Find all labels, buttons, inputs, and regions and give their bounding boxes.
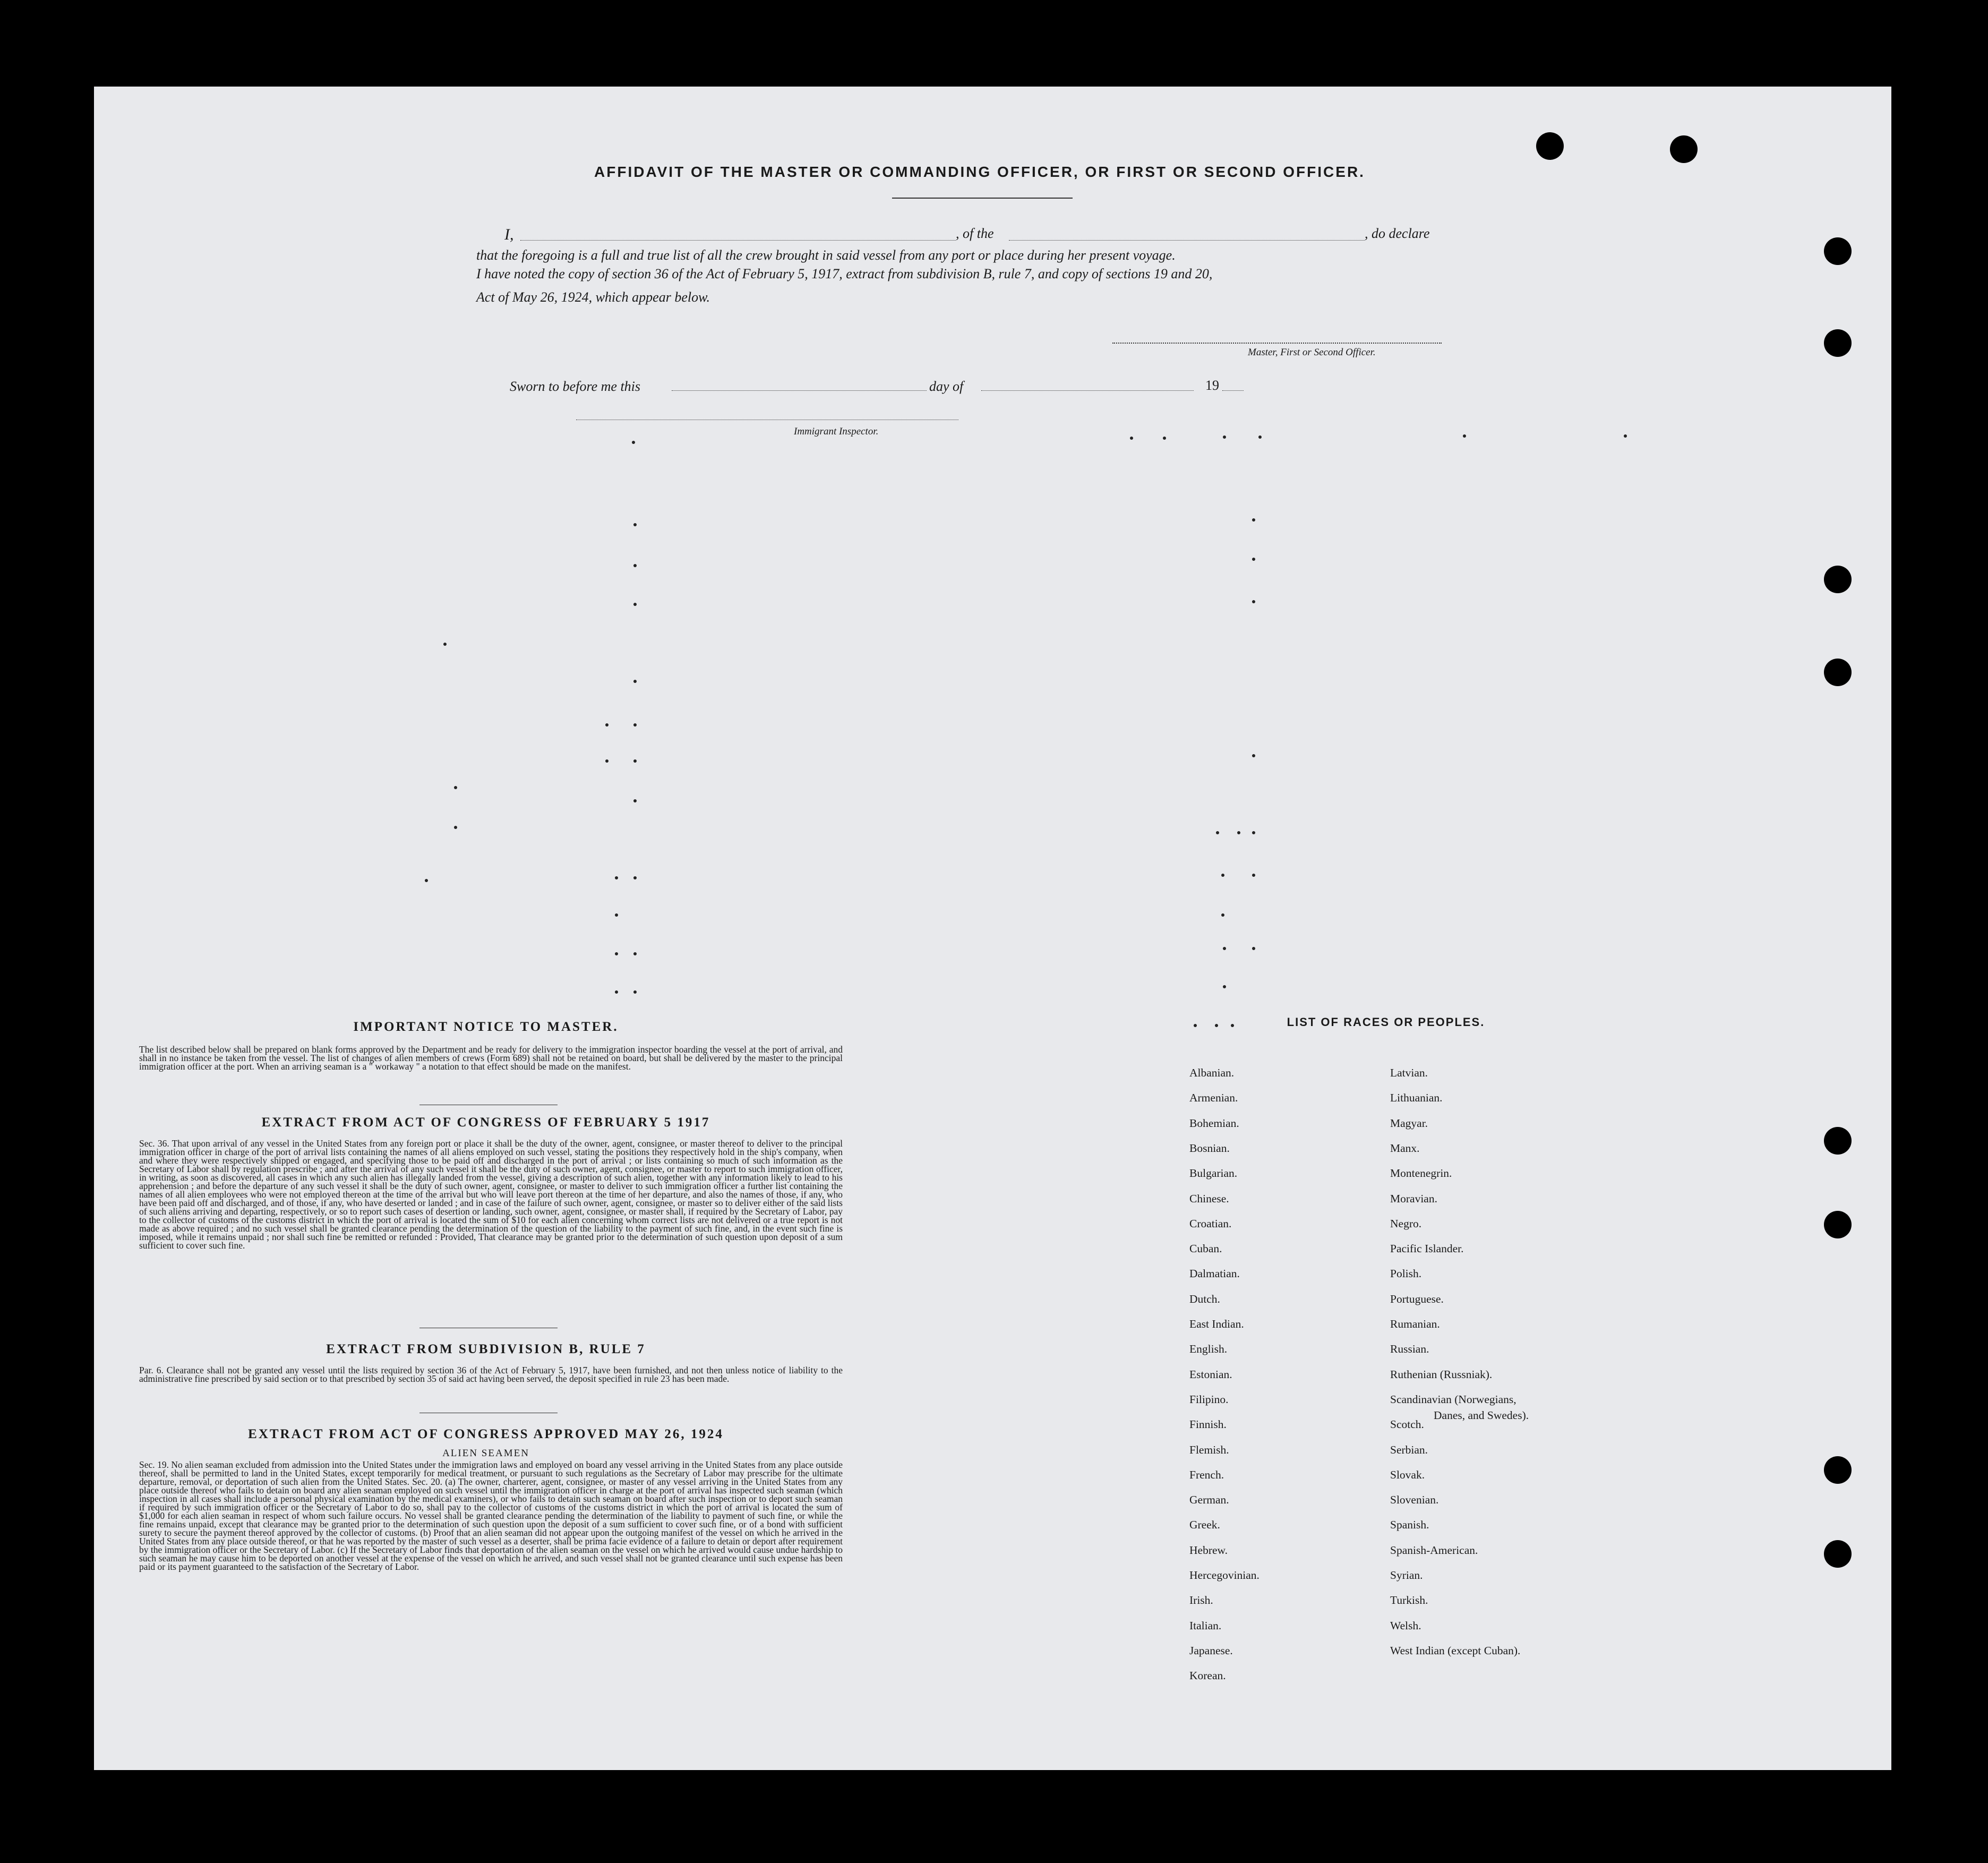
speck bbox=[454, 826, 457, 829]
speck bbox=[1215, 1024, 1218, 1027]
speck bbox=[1252, 947, 1255, 950]
race-item: Italian. bbox=[1189, 1619, 1222, 1632]
race-item: Polish. bbox=[1390, 1267, 1422, 1280]
race-item: Japanese. bbox=[1189, 1644, 1233, 1657]
affidavit-declare: , do declare bbox=[1365, 226, 1430, 241]
extract-1917-body: Sec. 36. That upon arrival of any vessel in the United States from any foreign port or place it shall be the duty of the owner, agent, consignee, or master thereof to deliver to the principal immigration officer in charge of the port of arrival lists containing the names of all aliens employed on such vessel, stating the positions they respectively hold in the ship's company, when and where they were respectively shipped or engaged, and specifying those to be paid off and discharged in the port of arrival ; or lists containing so much of such information as the Secretary of Labor shall by regulation prescribe ; and after the arrival of any such vessel it shall be the duty of such owner, agent, consignee, or master to report to such immigration officer, in writing, as soon as discovered, all cases in which any such alien has illegally landed from the vessel, giving a description of such alien, together with any information likely to lead to his apprehension ; and before the departure of any such vessel it shall be the duty of such owner, agent, consignee, or master to deliver to such immigration officer a further list containing the names of all alien employees who were not employed thereon at the time of the arrival but who will leave port thereon at the time of her departure, and also the names of those, if any, who have been paid off and discharged, and of those, if any, who have deserted or landed ; and in case of the failure of such owner, agent, consignee, or master so to deliver either of the said lists of such aliens arriving and departing, respectively, or so to report such cases of desertion or landing, such owner, agent, consignee, or master shall, if required by the Secretary of Labor, pay to the collector of customs of the customs district in which the port of arrival is located the sum of $10 for each alien concerning whom correct lists are not delivered or a true report is not made as above required ; and no such vessel shall be granted clearance pending the determination of the question of the liability to the payment of such fine, and, in the event such fine is imposed, while it remains unpaid ; nor shall such fine be remitted or refunded : Provided, That clearance may be granted prior to the determination of such question upon deposit of a sum sufficient to cover such fine. bbox=[139, 1138, 843, 1251]
notice-title: IMPORTANT NOTICE TO MASTER. bbox=[353, 1020, 619, 1034]
race-item: Croatian. bbox=[1189, 1217, 1232, 1230]
affidavit-line4: Act of May 26, 1924, which appear below. bbox=[476, 289, 710, 305]
race-item: Dalmatian. bbox=[1189, 1267, 1240, 1280]
race-item: Scotch. bbox=[1390, 1418, 1424, 1431]
race-item: Turkish. bbox=[1390, 1594, 1428, 1607]
sworn-month-blank[interactable] bbox=[981, 390, 1194, 391]
race-item: Hercegovinian. bbox=[1189, 1569, 1259, 1582]
punch-hole bbox=[1670, 135, 1698, 163]
race-item: Cuban. bbox=[1189, 1242, 1222, 1255]
race-item: Flemish. bbox=[1189, 1443, 1229, 1456]
race-item: Slovenian. bbox=[1390, 1493, 1439, 1507]
extract-1924-body: Sec. 19. No alien seaman excluded from admission into the United States under the immigration laws and employed on board any vessel arriving in the United States from any place outside thereof, shall be permitted to land in the United States, except temporarily for medical treatment, or pursuant to such regulations as the Secretary of Labor may prescribe for the ultimate departure, removal, or deportation of such alien from the United States. Sec. 20. (a) The owner, charterer, agent, consignee, or master of any vessel arriving in the United States from any place outside thereof who fails to detain on board any alien seaman employed on such vessel until the immigration officer in charge at the port of arrival has inspected such seaman (which inspection in all cases shall include a personal physical examination by the medical examiners), or who fails to detain such seaman on board after such inspection or to deport such seaman if required by such immigration officer or the Secretary of Labor to do so, shall pay to the collector of customs of the customs district in which the port of arrival is located the sum of $1,000 for each alien seaman in respect of whom such failure occurs. No vessel shall be granted clearance pending the determination of the liability to payment of such fine, or while the fine remains unpaid, except that clearance may be granted prior to the determination of such question upon the deposit of a sum sufficient to cover such fine, or of a bond with sufficient surety to secure the payment thereof approved by the collector of customs. (b) Proof that an alien seaman did not appear upon the outgoing manifest of the vessel on which he arrived in the United States from any place outside thereof, or that he was reported by the master of such vessel as a deserter, shall be prima facie evidence of a failure to detain or deport after requirement by the immigration officer or the Secretary of Labor. (c) If the Secretary of Labor finds that deportation of the alien seaman on the vessel on which he arrived would cause undue hardship to such seaman he may cause him to be deported on another vessel at the expense of the vessel on which he arrived, and such vessel shall not be granted clearance until such expense has been paid or its payment guaranteed to the satisfaction of the Secretary of Labor. bbox=[139, 1459, 843, 1572]
race-item: Irish. bbox=[1189, 1594, 1213, 1607]
speck bbox=[454, 786, 457, 789]
affidavit-line2: that the foregoing is a full and true list of all the crew brought in said vessel from any port or place during her present voyage. bbox=[476, 247, 1176, 263]
speck bbox=[425, 879, 428, 882]
race-item: Pacific Islander. bbox=[1390, 1242, 1464, 1255]
year-blank[interactable] bbox=[1222, 390, 1244, 391]
race-item: Welsh. bbox=[1390, 1619, 1421, 1632]
race-item: Chinese. bbox=[1189, 1192, 1229, 1205]
race-item: Latvian. bbox=[1390, 1066, 1428, 1079]
punch-hole bbox=[1824, 237, 1852, 265]
speck bbox=[633, 799, 637, 802]
speck bbox=[1237, 831, 1240, 834]
punch-hole bbox=[1824, 1127, 1852, 1155]
extract-1924-title: EXTRACT FROM ACT OF CONGRESS APPROVED MAY 26, 1924 bbox=[248, 1427, 724, 1441]
race-item: Serbian. bbox=[1390, 1443, 1428, 1456]
vessel-blank[interactable] bbox=[1009, 240, 1365, 241]
day-of-text: day of bbox=[929, 379, 964, 394]
affidavit-i: I, bbox=[504, 226, 514, 243]
race-item: Spanish-American. bbox=[1390, 1543, 1478, 1557]
race-item: Danes, and Swedes). bbox=[1434, 1408, 1529, 1422]
punch-hole bbox=[1824, 659, 1852, 686]
alien-seamen-subtitle: ALIEN SEAMEN bbox=[442, 1448, 529, 1459]
race-item: Magyar. bbox=[1390, 1116, 1428, 1130]
punch-hole bbox=[1824, 1456, 1852, 1484]
name-blank[interactable] bbox=[520, 240, 956, 241]
speck bbox=[633, 759, 637, 763]
speck bbox=[633, 564, 637, 567]
sworn-day-blank[interactable] bbox=[672, 390, 927, 391]
speck bbox=[633, 603, 637, 606]
speck bbox=[1130, 437, 1133, 440]
race-item: Dutch. bbox=[1189, 1292, 1220, 1305]
speck bbox=[615, 876, 618, 879]
race-item: East Indian. bbox=[1189, 1318, 1244, 1330]
speck bbox=[633, 952, 637, 955]
speck bbox=[605, 759, 609, 763]
speck bbox=[443, 643, 447, 646]
race-item: Rumanian. bbox=[1390, 1318, 1440, 1330]
race-item: Greek. bbox=[1189, 1518, 1220, 1532]
inspector-caption: Immigrant Inspector. bbox=[794, 426, 879, 437]
speck bbox=[1463, 434, 1466, 438]
signature-blank[interactable] bbox=[1112, 343, 1442, 344]
punch-hole bbox=[1824, 566, 1852, 593]
race-item: Albanian. bbox=[1189, 1066, 1235, 1079]
affidavit-line3: I have noted the copy of section 36 of the Act of February 5, 1917, extract from subdivision B, rule 7, and copy of sections 19 and 20, bbox=[476, 266, 1213, 281]
punch-hole bbox=[1824, 329, 1852, 357]
race-item: Bohemian. bbox=[1189, 1116, 1239, 1130]
race-item: Negro. bbox=[1390, 1217, 1422, 1230]
race-item: Armenian. bbox=[1189, 1091, 1238, 1105]
signature-caption: Master, First or Second Officer. bbox=[1248, 347, 1376, 358]
extract-1917-title: EXTRACT FROM ACT OF CONGRESS OF FEBRUARY 5 1917 bbox=[261, 1115, 710, 1130]
race-item: Montenegrin. bbox=[1390, 1167, 1452, 1180]
race-item: Lithuanian. bbox=[1390, 1091, 1443, 1105]
speck bbox=[1223, 947, 1226, 950]
speck bbox=[1163, 437, 1166, 440]
rule7-title: EXTRACT FROM SUBDIVISION B, RULE 7 bbox=[326, 1342, 646, 1356]
punch-hole bbox=[1824, 1211, 1852, 1238]
race-item: Hebrew. bbox=[1189, 1543, 1228, 1557]
speck bbox=[1252, 518, 1255, 522]
speck bbox=[1252, 874, 1255, 877]
sworn-text: Sworn to before me this bbox=[510, 379, 641, 394]
race-item: Korean. bbox=[1189, 1669, 1226, 1682]
race-item: French. bbox=[1189, 1468, 1224, 1481]
speck bbox=[633, 523, 637, 526]
race-item: Ruthenian (Russniak). bbox=[1390, 1368, 1493, 1381]
punch-hole bbox=[1824, 1540, 1852, 1568]
speck bbox=[633, 680, 637, 683]
speck bbox=[615, 952, 618, 955]
race-item: Finnish. bbox=[1189, 1418, 1227, 1431]
speck bbox=[1252, 754, 1255, 757]
speck bbox=[633, 990, 637, 994]
speck bbox=[1252, 831, 1255, 834]
race-item: Syrian. bbox=[1390, 1569, 1423, 1582]
race-item: Scandinavian (Norwegians, bbox=[1390, 1392, 1516, 1406]
race-item: Spanish. bbox=[1390, 1518, 1429, 1532]
speck bbox=[1223, 435, 1226, 439]
speck bbox=[633, 723, 637, 727]
race-item: Bulgarian. bbox=[1189, 1167, 1238, 1180]
speck bbox=[632, 441, 635, 444]
race-item: English. bbox=[1189, 1343, 1228, 1356]
race-item: West Indian (except Cuban). bbox=[1390, 1644, 1521, 1657]
speck bbox=[1252, 558, 1255, 561]
speck bbox=[1231, 1024, 1234, 1027]
race-item: Manx. bbox=[1390, 1141, 1420, 1155]
speck bbox=[1221, 874, 1224, 877]
race-item: Russian. bbox=[1390, 1343, 1429, 1356]
speck bbox=[1194, 1024, 1197, 1027]
speck bbox=[1216, 831, 1219, 834]
race-item: Filipino. bbox=[1189, 1392, 1229, 1406]
speck bbox=[1624, 434, 1627, 438]
race-item: Estonian. bbox=[1189, 1368, 1232, 1381]
race-item: German. bbox=[1189, 1493, 1229, 1507]
speck bbox=[633, 876, 637, 879]
affidavit-of-the: , of the bbox=[956, 226, 994, 241]
year-prefix: 19 bbox=[1205, 378, 1219, 393]
race-item: Portuguese. bbox=[1390, 1292, 1444, 1305]
race-item: Bosnian. bbox=[1189, 1141, 1230, 1155]
speck bbox=[1258, 435, 1262, 439]
notice-body: The list described below shall be prepared on blank forms approved by the Department and be ready for delivery to the immigration inspector boarding the vessel at the port of arrival, and shall in no instance be taken from the vessel. The list of changes of alien members of crews (Form 689) shall not be retained on board, but shall be delivered by the master to the principal immigration officer at the port. When an arriving seaman is a " workaway " a notation to that effect should be made on the manifest. bbox=[139, 1044, 843, 1072]
rule7-body: Par. 6. Clearance shall not be granted any vessel until the lists required by section 36 of the Act of February 5, 1917, have been furnished, and not then unless notice of liability to the administrative fine prescribed by said section or to that prescribed by section 35 of said act having been served, the deposit specified in rule 23 has been made. bbox=[139, 1365, 843, 1384]
race-item: Slovak. bbox=[1390, 1468, 1425, 1481]
divider bbox=[892, 198, 1073, 199]
race-item: Moravian. bbox=[1390, 1192, 1437, 1205]
races-title: LIST OF RACES OR PEOPLES. bbox=[1287, 1015, 1485, 1029]
affidavit-title: AFFIDAVIT OF THE MASTER OR COMMANDING OFFICER, OR FIRST OR SECOND OFFICER. bbox=[594, 164, 1365, 180]
speck bbox=[1252, 600, 1255, 603]
speck bbox=[1223, 985, 1226, 988]
speck bbox=[615, 913, 618, 917]
speck bbox=[615, 990, 618, 994]
punch-hole bbox=[1536, 132, 1564, 160]
speck bbox=[605, 723, 609, 727]
speck bbox=[1221, 913, 1224, 917]
